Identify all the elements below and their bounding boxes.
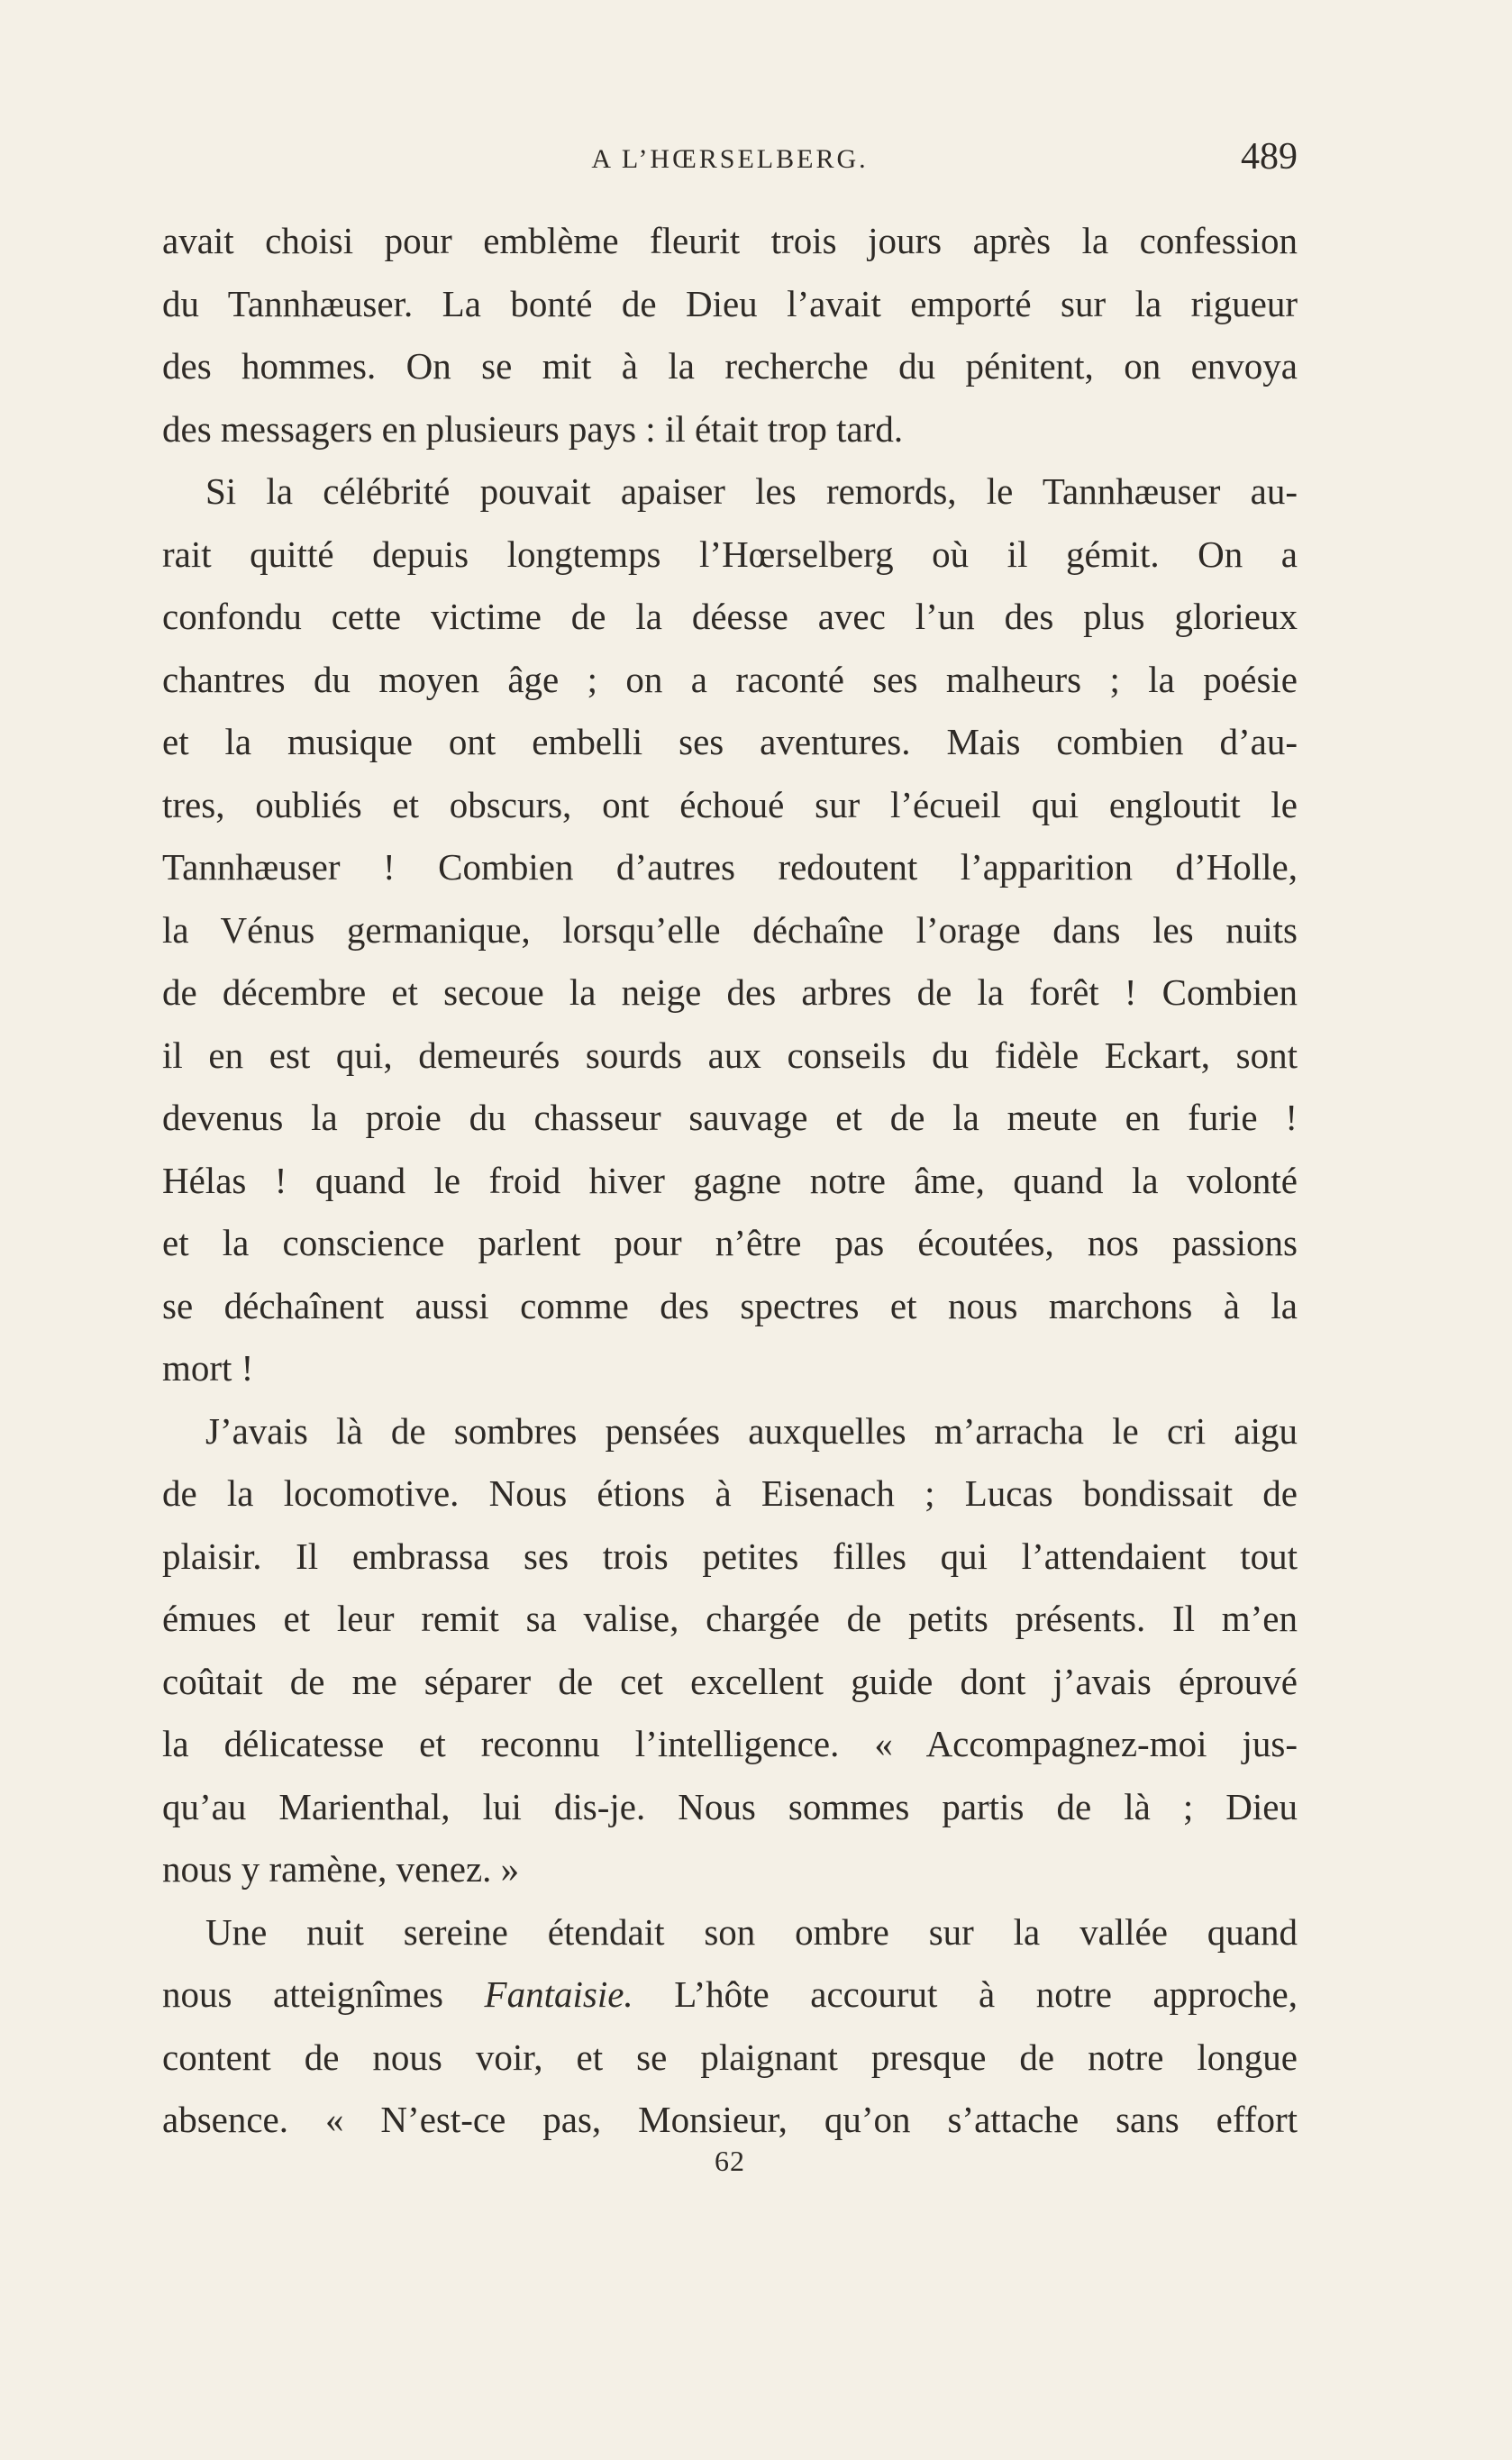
text-line: coûtait de me séparer de cet excellent guide dont j’avais éprouvé [162,1660,1298,1702]
text-line: Si la célébrité pouvait apaiser les remords, le Tannhæuser au- [205,470,1298,512]
page-number: 489 [1241,136,1298,178]
signature-mark: 62 [715,2145,745,2177]
emphasized-title: Fantaisie. [484,1973,633,2015]
text-line: du Tannhæuser. La bonté de Dieu l’avait emporté sur la rigueur [162,282,1298,324]
text-line: des hommes. On se mit à la recherche du pénitent, on envoya [162,345,1298,387]
text-line: la Vénus germanique, lorsqu’elle déchaîne l’orage dans les nuits [162,908,1298,951]
text-line-with-emphasis [162,1963,1298,2027]
text-line: chantres du moyen âge ; on a raconté ses malheurs ; la poésie [162,658,1298,700]
text-line: nous y ramène, venez. » [162,1848,520,1890]
running-title: A L’HŒRSELBERG. [591,144,869,174]
text-line: de décembre et secoue la neige des arbres de la forêt ! Combien [162,971,1298,1013]
text-line: devenus la proie du chasseur sauvage et de la meute en furie ! [162,1097,1298,1138]
text-line: des messagers en plusieurs pays : il était trop tard. [162,407,904,450]
text-line: Une nuit sereine étendait son ombre sur la vallée quand [205,1910,1298,1953]
text-line: émues et leur remit sa valise, chargée de petits présents. Il m’en [162,1598,1298,1639]
text-run: L’hôte accourut à notre approche, [633,1973,1298,2015]
text-line: il en est qui, demeurés sourds aux conseils du fidèle Eckart, sont [162,1034,1298,1076]
text-line: J’avais là de sombres pensées auxquelles m’arracha le cri aigu [205,1409,1298,1452]
text-line: et la conscience parlent pour n’être pas écoutées, nos passions [162,1222,1298,1263]
text-line: la délicatesse et reconnu l’intelligence. « Accompagnez-moi jus- [162,1723,1298,1764]
text-line: mort ! [162,1347,254,1389]
text-line: content de nous voir, et se plaignant presque de notre longue [162,2036,1298,2078]
text-line: Tannhæuser ! Combien d’autres redoutent l’apparition d’Holle, [162,846,1298,888]
text-line: tres, oubliés et obscurs, ont échoué sur l’écueil qui engloutit le [162,783,1298,825]
text-line: plaisir. Il embrassa ses trois petites filles qui l’attendaient tout [162,1535,1298,1577]
text-line: de la locomotive. Nous étions à Eisenach ; Lucas bondissait de [162,1472,1298,1514]
text-line: rait quitté depuis longtemps l’Hœrselberg où il gémit. On a [162,533,1298,575]
body-text [162,210,1298,2152]
text-line: absence. « N’est-ce pas, Monsieur, qu’on s’attache sans effort [162,2099,1298,2140]
text-line: se déchaînent aussi comme des spectres et nous marchons à la [162,1284,1298,1326]
text-line: Hélas ! quand le froid hiver gagne notre âme, quand la volonté [162,1159,1298,1201]
text-run: nous atteignîmes [162,1973,485,2015]
text-line: avait choisi pour emblème fleurit trois jours après la confession [162,220,1298,261]
text-line: qu’au Marienthal, lui dis-je. Nous sommes partis de là ; Dieu [162,1785,1298,1827]
text-line: confondu cette victime de la déesse avec l’un des plus glorieux [162,596,1298,637]
running-head [162,133,1298,187]
text-line: et la musique ont embelli ses aventures. Mais combien d’au- [162,721,1298,762]
